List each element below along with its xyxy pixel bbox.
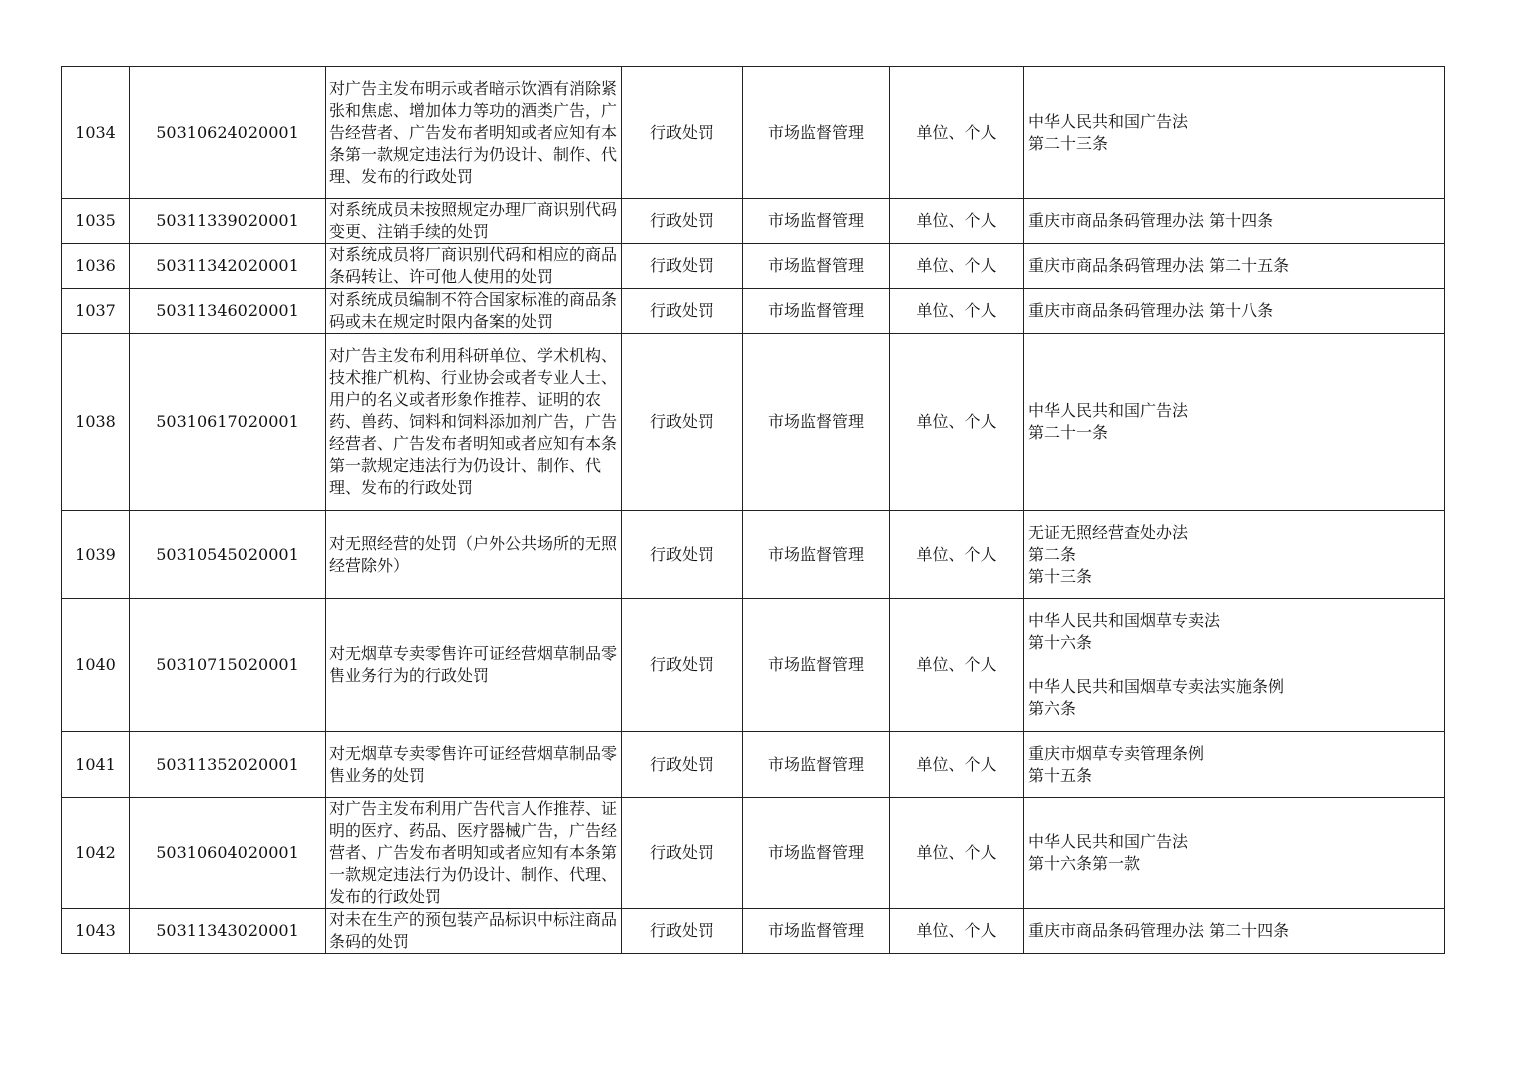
cell-code: 50310545020001: [130, 511, 326, 599]
cell-category: 行政处罚: [622, 289, 743, 334]
cell-code: 50310604020001: [130, 798, 326, 909]
cell-seq: 1035: [62, 199, 130, 244]
cell-basis: 无证无照经营查处办法 第二条 第十三条: [1024, 511, 1445, 599]
cell-target: 单位、个人: [890, 67, 1024, 199]
cell-basis: 中华人民共和国烟草专卖法 第十六条 中华人民共和国烟草专卖法实施条例 第六条: [1024, 599, 1445, 732]
table-row: [62, 334, 1445, 511]
cell-dept: 市场监督管理: [743, 798, 890, 909]
cell-code: 50311346020001: [130, 289, 326, 334]
cell-item: 对广告主发布利用广告代言人作推荐、证明的医疗、药品、医疗器械广告，广告经营者、广告发布者明知或者应知有本条第一款规定违法行为仍设计、制作、代理、发布的行政处罚: [326, 798, 622, 909]
cell-basis: 重庆市商品条码管理办法 第十八条: [1024, 289, 1445, 334]
cell-category: 行政处罚: [622, 599, 743, 732]
cell-category: 行政处罚: [622, 334, 743, 511]
cell-dept: 市场监督管理: [743, 289, 890, 334]
cell-basis: 中华人民共和国广告法 第二十三条: [1024, 67, 1445, 199]
cell-dept: 市场监督管理: [743, 599, 890, 732]
cell-category: 行政处罚: [622, 798, 743, 909]
cell-item: 对广告主发布明示或者暗示饮酒有消除紧张和焦虑、增加体力等功的酒类广告，广告经营者、广告发布者明知或者应知有本条第一款规定违法行为仍设计、制作、代理、发布的行政处罚: [326, 67, 622, 199]
table-row: [62, 511, 1445, 599]
cell-code: 50310715020001: [130, 599, 326, 732]
table-row: [62, 732, 1445, 798]
cell-dept: 市场监督管理: [743, 244, 890, 289]
cell-seq: 1034: [62, 67, 130, 199]
cell-code: 50311339020001: [130, 199, 326, 244]
cell-basis: 重庆市商品条码管理办法 第二十五条: [1024, 244, 1445, 289]
cell-item: 对无烟草专卖零售许可证经营烟草制品零售业务行为的行政处罚: [326, 599, 622, 732]
cell-basis: 重庆市商品条码管理办法 第十四条: [1024, 199, 1445, 244]
cell-item: 对广告主发布利用科研单位、学术机构、技术推广机构、行业协会或者专业人士、用户的名义或者形象作推荐、证明的农药、兽药、饲料和饲料添加剂广告，广告经营者、广告发布者明知或者应知有本条第一款规定违法行为仍设计、制作、代理、发布的行政处罚: [326, 334, 622, 511]
cell-code: 50310624020001: [130, 67, 326, 199]
cell-seq: 1038: [62, 334, 130, 511]
cell-category: 行政处罚: [622, 909, 743, 954]
cell-basis: 中华人民共和国广告法 第十六条第一款: [1024, 798, 1445, 909]
cell-target: 单位、个人: [890, 244, 1024, 289]
cell-code: 50311352020001: [130, 732, 326, 798]
cell-item: 对未在生产的预包装产品标识中标注商品条码的处罚: [326, 909, 622, 954]
cell-category: 行政处罚: [622, 511, 743, 599]
cell-dept: 市场监督管理: [743, 909, 890, 954]
cell-item: 对无照经营的处罚（户外公共场所的无照经营除外）: [326, 511, 622, 599]
cell-seq: 1041: [62, 732, 130, 798]
cell-category: 行政处罚: [622, 732, 743, 798]
cell-target: 单位、个人: [890, 334, 1024, 511]
cell-code: 50311343020001: [130, 909, 326, 954]
table-row: [62, 67, 1445, 199]
table-row: [62, 909, 1445, 954]
cell-item: 对无烟草专卖零售许可证经营烟草制品零售业务的处罚: [326, 732, 622, 798]
cell-code: 50310617020001: [130, 334, 326, 511]
cell-item: 对系统成员将厂商识别代码和相应的商品条码转让、许可他人使用的处罚: [326, 244, 622, 289]
cell-seq: 1043: [62, 909, 130, 954]
cell-seq: 1037: [62, 289, 130, 334]
cell-dept: 市场监督管理: [743, 199, 890, 244]
cell-item: 对系统成员编制不符合国家标准的商品条码或未在规定时限内备案的处罚: [326, 289, 622, 334]
cell-target: 单位、个人: [890, 798, 1024, 909]
cell-category: 行政处罚: [622, 199, 743, 244]
cell-seq: 1036: [62, 244, 130, 289]
cell-category: 行政处罚: [622, 244, 743, 289]
power-list-table: [61, 66, 1445, 954]
table-row: [62, 599, 1445, 732]
cell-seq: 1042: [62, 798, 130, 909]
cell-category: 行政处罚: [622, 67, 743, 199]
cell-dept: 市场监督管理: [743, 511, 890, 599]
cell-seq: 1040: [62, 599, 130, 732]
cell-target: 单位、个人: [890, 732, 1024, 798]
cell-seq: 1039: [62, 511, 130, 599]
cell-target: 单位、个人: [890, 289, 1024, 334]
cell-code: 50311342020001: [130, 244, 326, 289]
table-row: [62, 244, 1445, 289]
cell-basis: 中华人民共和国广告法 第二十一条: [1024, 334, 1445, 511]
cell-dept: 市场监督管理: [743, 334, 890, 511]
table-row: [62, 199, 1445, 244]
cell-dept: 市场监督管理: [743, 67, 890, 199]
cell-target: 单位、个人: [890, 909, 1024, 954]
cell-target: 单位、个人: [890, 199, 1024, 244]
cell-basis: 重庆市烟草专卖管理条例 第十五条: [1024, 732, 1445, 798]
cell-dept: 市场监督管理: [743, 732, 890, 798]
table-body: [62, 67, 1445, 954]
cell-basis: 重庆市商品条码管理办法 第二十四条: [1024, 909, 1445, 954]
cell-target: 单位、个人: [890, 599, 1024, 732]
table-row: [62, 289, 1445, 334]
table-row: [62, 798, 1445, 909]
cell-item: 对系统成员未按照规定办理厂商识别代码变更、注销手续的处罚: [326, 199, 622, 244]
cell-target: 单位、个人: [890, 511, 1024, 599]
